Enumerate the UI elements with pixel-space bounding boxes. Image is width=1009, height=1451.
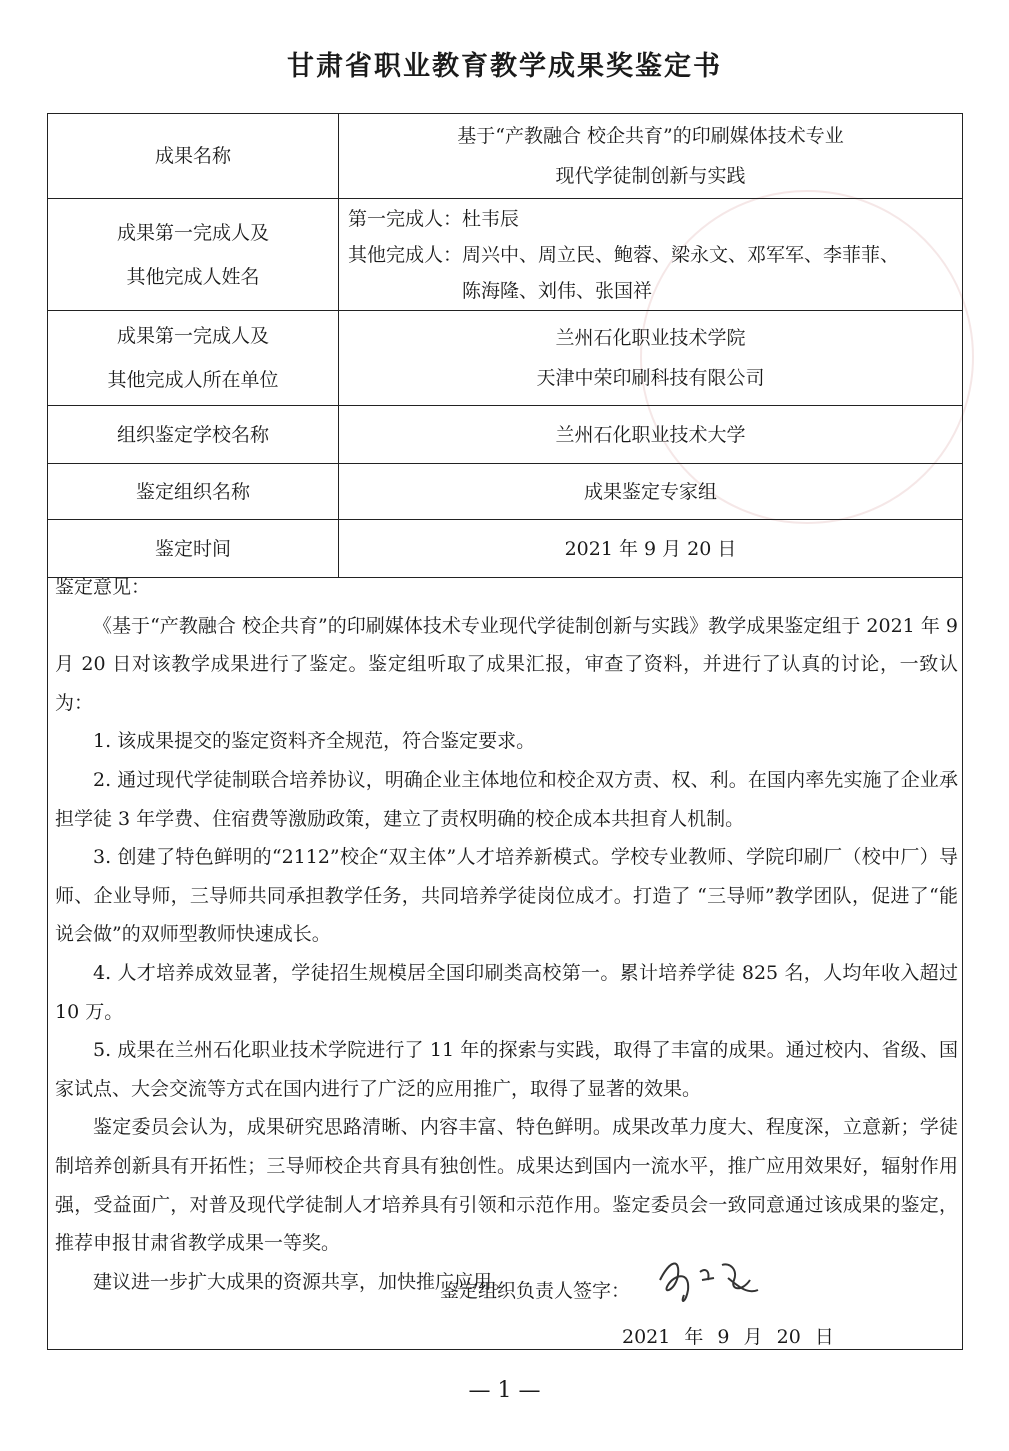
opinion-paragraph-4: 3. 创建了特色鲜明的“2112”校企“双主体”人才培养新模式。学校专业教师、学院印刷厂（校中厂）导师、企业导师，三导师共同承担教学任务，共同培养学徒岗位成才。打造了 “三导师”教学团队，促进了“能说会做”的双师型教师快速成长。 bbox=[55, 846, 958, 946]
time-label: 鉴定时间 bbox=[48, 520, 339, 578]
units-label-line1: 成果第一完成人及 bbox=[116, 325, 269, 347]
org-value: 成果鉴定专家组 bbox=[339, 464, 963, 520]
signature-label: 鉴定组织负责人签字： bbox=[440, 1280, 631, 1302]
signature-date: 2021 年 9 月 20 日 bbox=[622, 1326, 834, 1348]
opinion-paragraph-6: 5. 成果在兰州石化职业技术学院进行了 11 年的探索与实践，取得了丰富的成果。通过校内、省级、国家试点、大会交流等方式在国内进行了广泛的应用推广，取得了显著的效果。 bbox=[55, 1039, 958, 1100]
opinion-paragraph-3: 2. 通过现代学徒制联合培养协议，明确企业主体地位和校企双方责、权、利。在国内率先实施了企业承担学徒 3 年学费、住宿费等激励政策，建立了责权明确的校企成本共担育人机制。 bbox=[55, 768, 958, 830]
unit-2: 天津中荣印刷科技有限公司 bbox=[536, 367, 765, 389]
persons-label-line1: 成果第一完成人及 bbox=[116, 221, 269, 244]
persons-label-line2: 其他完成人姓名 bbox=[126, 265, 260, 288]
school-label: 组织鉴定学校名称 bbox=[48, 406, 339, 464]
achievement-name-line2: 现代学徒制创新与实践 bbox=[555, 165, 746, 187]
opinion-paragraph-1: 《基于“产教融合 校企共育”的印刷媒体技术专业现代学徒制创新与实践》教学成果鉴定组于 2021 年 9 月 20 日对该教学成果进行了鉴定。鉴定组听取了成果汇报，审查了资料，并进行了认真的讨论，一致认为： bbox=[55, 614, 958, 714]
school-value: 兰州石化职业技术大学 bbox=[339, 406, 963, 464]
units-label-line2: 其他完成人所在单位 bbox=[107, 369, 279, 391]
opinion-paragraph-5: 4. 人才培养成效显著，学徒招生规模居全国印刷类高校第一。累计培养学徒 825 名，人均年收入超过 10 万。 bbox=[55, 961, 958, 1023]
other-persons-line1: 其他完成人：周兴中、周立民、鲍蓉、梁永文、邓军军、李菲菲、 bbox=[348, 243, 900, 266]
achievement-name-line1: 基于“产教融合 校企共育”的印刷媒体技术专业 bbox=[457, 125, 844, 147]
achievement-name-label: 成果名称 bbox=[48, 114, 339, 199]
opinion-heading: 鉴定意见： bbox=[55, 576, 151, 598]
page-number: — 1 — bbox=[468, 1378, 541, 1403]
opinion-paragraph-8: 建议进一步扩大成果的资源共享，加快推广应用。 bbox=[93, 1270, 512, 1293]
opinion-paragraph-2: 1. 该成果提交的鉴定资料齐全规范，符合鉴定要求。 bbox=[93, 730, 536, 753]
opinion-section bbox=[55, 568, 958, 1301]
document-title: 甘肃省职业教育教学成果奖鉴定书 bbox=[287, 51, 722, 82]
first-person: 第一完成人：杜韦辰 bbox=[348, 207, 520, 230]
time-value: 2021 年 9 月 20 日 bbox=[339, 520, 963, 578]
other-persons-line2: 陈海隆、刘伟、张国祥 bbox=[462, 279, 653, 302]
handwritten-signature bbox=[650, 1250, 770, 1310]
opinion-paragraph-7: 鉴定委员会认为，成果研究思路清晰、内容丰富、特色鲜明。成果改革力度大、程度深，立意新；学徒制培养创新具有开拓性；三导师校企共育具有独创性。成果达到国内一流水平，推广应用效果好，辐射作用强，受益面广，对普及现代学徒制人才培养具有引领和示范作用。鉴定委员会一致同意通过该成果的鉴定，推荐申报甘肃省教学成果一等奖。 bbox=[55, 1116, 958, 1255]
unit-1: 兰州石化职业技术学院 bbox=[555, 327, 746, 349]
org-label: 鉴定组织名称 bbox=[48, 464, 339, 520]
